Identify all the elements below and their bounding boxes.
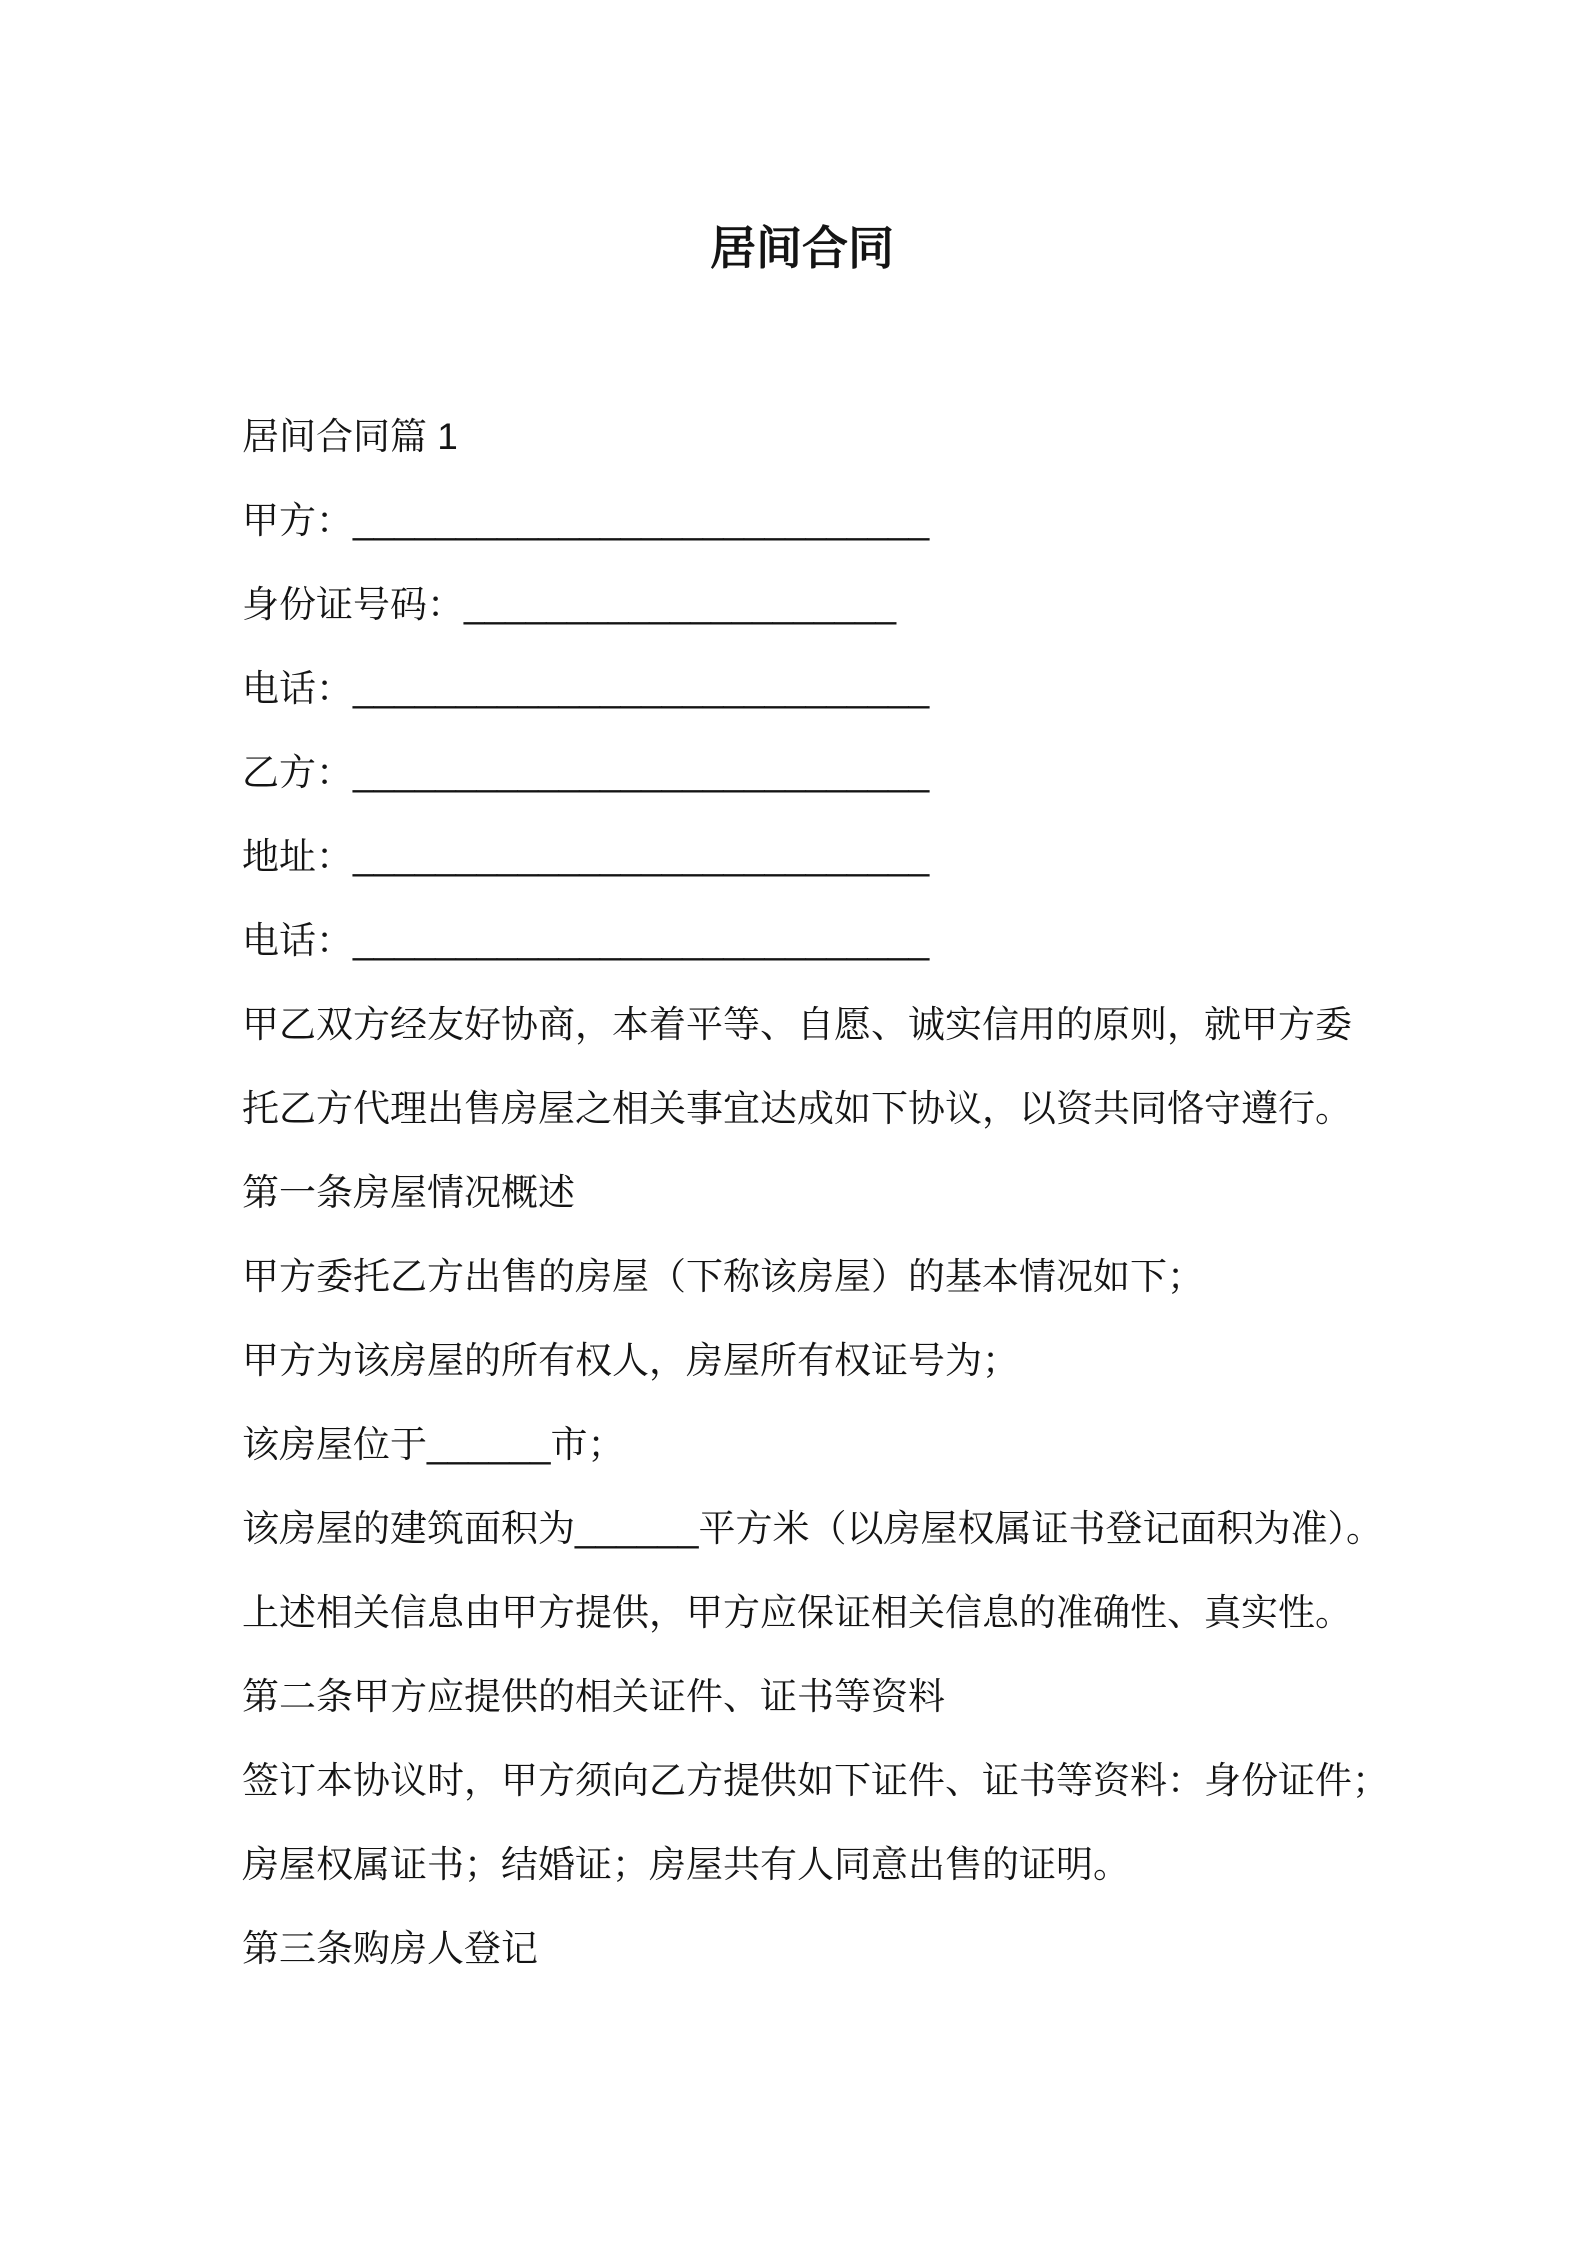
intro-paragraph-line-1: 甲乙双方经友好协商，本着平等、自愿、诚实信用的原则，就甲方委 [242, 1004, 1352, 1045]
intro-paragraph-line-2: 托乙方代理出售房屋之相关事宜达成如下协议，以资共同恪守遵行。 [242, 1088, 1352, 1129]
document-title: 居间合同 [710, 222, 894, 274]
party-b-phone-field [242, 899, 1492, 983]
article-1-line-3: 该房屋位于______市； [242, 1424, 625, 1465]
article-1-line-2: 甲方为该房屋的所有权人，房屋所有权证号为； [242, 1340, 1019, 1381]
party-b-field [242, 731, 1492, 815]
party-a-label: 甲方： [242, 500, 353, 541]
article-1-line-5: 上述相关信息由甲方提供，甲方应保证相关信息的准确性、真实性。 [242, 1592, 1352, 1633]
party-b-label: 乙方： [242, 752, 353, 793]
article-1-line-1: 甲方委托乙方出售的房屋（下称该房屋）的基本情况如下； [242, 1256, 1204, 1297]
party-a-field [242, 479, 1492, 563]
party-b-blank: ____________________________ [353, 752, 930, 793]
contract-subtitle: 居间合同篇 1 [242, 416, 458, 457]
article-1-line-4: 该房屋的建筑面积为______平方米（以房屋权属证书登记面积为准）。 [242, 1508, 1383, 1549]
article-2-line-2: 房屋权属证书；结婚证；房屋共有人同意出售的证明。 [242, 1844, 1130, 1885]
article-2-line-1: 签订本协议时，甲方须向乙方提供如下证件、证书等资料：身份证件； [242, 1760, 1389, 1801]
party-b-phone-label: 电话： [242, 920, 353, 961]
id-number-blank: _____________________ [464, 584, 897, 625]
document-body [242, 395, 1492, 1991]
article-3-heading: 第三条购房人登记 [242, 1928, 538, 1969]
party-a-phone-field [242, 647, 1492, 731]
party-b-phone-blank: ____________________________ [353, 920, 930, 961]
article-1-heading: 第一条房屋情况概述 [242, 1172, 575, 1213]
party-a-blank: ____________________________ [353, 500, 930, 541]
address-blank: ____________________________ [353, 836, 930, 877]
article-2-heading: 第二条甲方应提供的相关证件、证书等资料 [242, 1676, 945, 1717]
party-a-phone-label: 电话： [242, 668, 353, 709]
id-number-field [242, 563, 1492, 647]
party-a-phone-blank: ____________________________ [353, 668, 930, 709]
address-field [242, 815, 1492, 899]
id-number-label: 身份证号码： [242, 584, 464, 625]
address-label: 地址： [242, 836, 353, 877]
